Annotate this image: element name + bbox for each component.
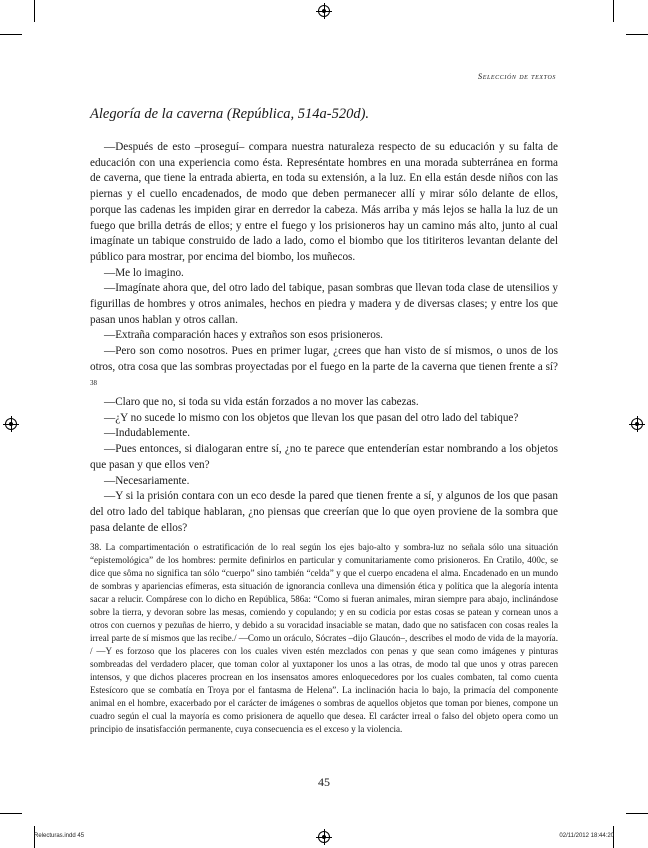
registration-mark-right	[631, 418, 643, 430]
crop-mark-bl-h	[0, 813, 22, 814]
page-number: 45	[318, 775, 330, 789]
paragraph: —Indudablemente.	[104, 427, 191, 440]
registration-mark-left	[5, 418, 17, 430]
footnote: 38. La compartimentación o estratificación de lo real según los ejes bajo-alto y sombra-luz no señala sólo una situación “epistemológica” de los hombres: permite definirlos en particular y comunitariamente como prisioneros. En Cratilo, 400c, se dice que sôma no significa tan sólo “cuerpo” sino también “celda” y que el cuerpo encadena el alma. Encadenado en un mundo de sombras y apariencias efímeras, esta situación de ignorancia conlleva una dimensión ética y política que la alegoría intenta sacar a relucir. Compárese con lo dicho en República, 586a: “Como si fueran animales, miran siempre para abajo, inclinándose sobre la tierra, y devoran sobre las mesas, comiendo y copulando; y en su codicia por estas cosas se patean y cornean unos a otros con cuernos y pezuñas de hierro, y debido a su voracidad insaciable se matan, dado que no satisfacen con cosas reales la irreal parte de sí mismos que las recibe./ —Como un oráculo, Sócrates –dijo Glaucón–, describes el modo de vida de la mayoría. / —Y es forzoso que los placeres con los cuales viven estén mezclados con penas y que sean como imágenes y pinturas sombreadas del verdadero placer, que toman color al yuxtaponer los unos a las otras, de modo tal que unos y otras parecen intensos, y que dichos placeres procrean en los insensatos amores enloquecedores por los cuales combaten, tal como cuenta Estesícoro que se combatía en Troya por el fantasma de Helena”. La inclinación hacia lo bajo, la primacía del componente animal en el hombre, exacerbado por el carácter de imágenes o sombras de aquellos objetos que toman por bienes, compone un cuadro según el cual la mayoría es como prisionera de aquello que desea. El carácter irreal o falso del objeto opera como un principio de insatisfacción permanente, cuya consecuencia es el exceso y la violencia.	[90, 542, 558, 734]
paragraph: —Imagínate ahora que, del otro lado del tabique, pasan sombras que llevan toda clase de utensilios y figurillas de hombres y otros animales, hechos en piedra y madera y de diversas clases; y entre los que pasan unos hablan y otros callan.	[90, 282, 558, 326]
paragraph-with-footnote	[90, 344, 558, 395]
paragraph: —Después de esto –proseguí– compara nuestra naturaleza respecto de su educación y su falta de educación con una experiencia como ésta. Represéntate hombres en una morada subterránea en forma de caverna, que tiene la entrada abierta, en toda su extensión, a la luz. En ella están desde niños con las piernas y el cuello encadenados, de modo que deben permanecer allí y mirar sólo delante de ellos, porque las cadenas les impiden girar en derredor la cabeza. Más arriba y más lejos se halla la luz de un fuego que brilla detrás de ellos; y entre el fuego y los prisioneros hay un camino más alto, junto al cual imagínate un tabique construido de lado a lado, como el biombo que los titiriteros levantan delante del público para mostrar, por encima del biombo, los muñecos.	[90, 141, 558, 263]
paragraph: —Me lo imagino.	[104, 266, 184, 279]
paragraph: —Necesariamente.	[104, 474, 190, 487]
main-text	[90, 140, 558, 536]
paragraph: —Claro que no, si toda su vida están forzados a no mover las cabezas.	[104, 395, 419, 408]
crop-mark-br-h	[626, 813, 648, 814]
paragraph: —¿Y no sucede lo mismo con los objetos que llevan los que pasan del otro lado del tabique?	[104, 411, 519, 424]
section-title: Alegoría de la caverna (República, 514a-520d).	[90, 106, 370, 122]
slug-left: Relecturas.indd 45	[34, 833, 85, 839]
paragraph: —Extraña comparación haces y extraños son esos prisioneros.	[104, 329, 383, 342]
footnote-reference[interactable]: 38	[90, 378, 97, 387]
crop-mark-tr-h	[626, 34, 648, 35]
registration-mark-top	[318, 5, 330, 17]
registration-mark-bottom	[318, 831, 330, 843]
crop-mark-tr-v	[613, 0, 614, 22]
paragraph: —Y si la prisión contara con un eco desde la pared que tienen frente a sí, y algunos de los que pasan del otro lado del tabique hablaran, ¿no piensas que creerían que lo que oyen proviene de la sombra que pasa delante de ellos?	[90, 490, 558, 534]
paragraph-text: —Pero son como nosotros. Pues en primer lugar, ¿crees que han visto de sí mismos, o unos de los otros, otra cosa que las sombras proyectadas por el fuego en la parte de la caverna que tienen frente a sí?	[90, 345, 558, 373]
crop-mark-tl-v	[34, 0, 35, 22]
crop-mark-tl-h	[0, 34, 22, 35]
paragraph: —Pues entonces, si dialogaran entre sí, ¿no te parece que entenderían estar nombrando a los objetos que pasan y que ellos ven?	[90, 443, 558, 471]
slug-right: 02/11/2012 18:44:20	[559, 833, 614, 839]
running-head: Selección de textos	[477, 71, 556, 81]
